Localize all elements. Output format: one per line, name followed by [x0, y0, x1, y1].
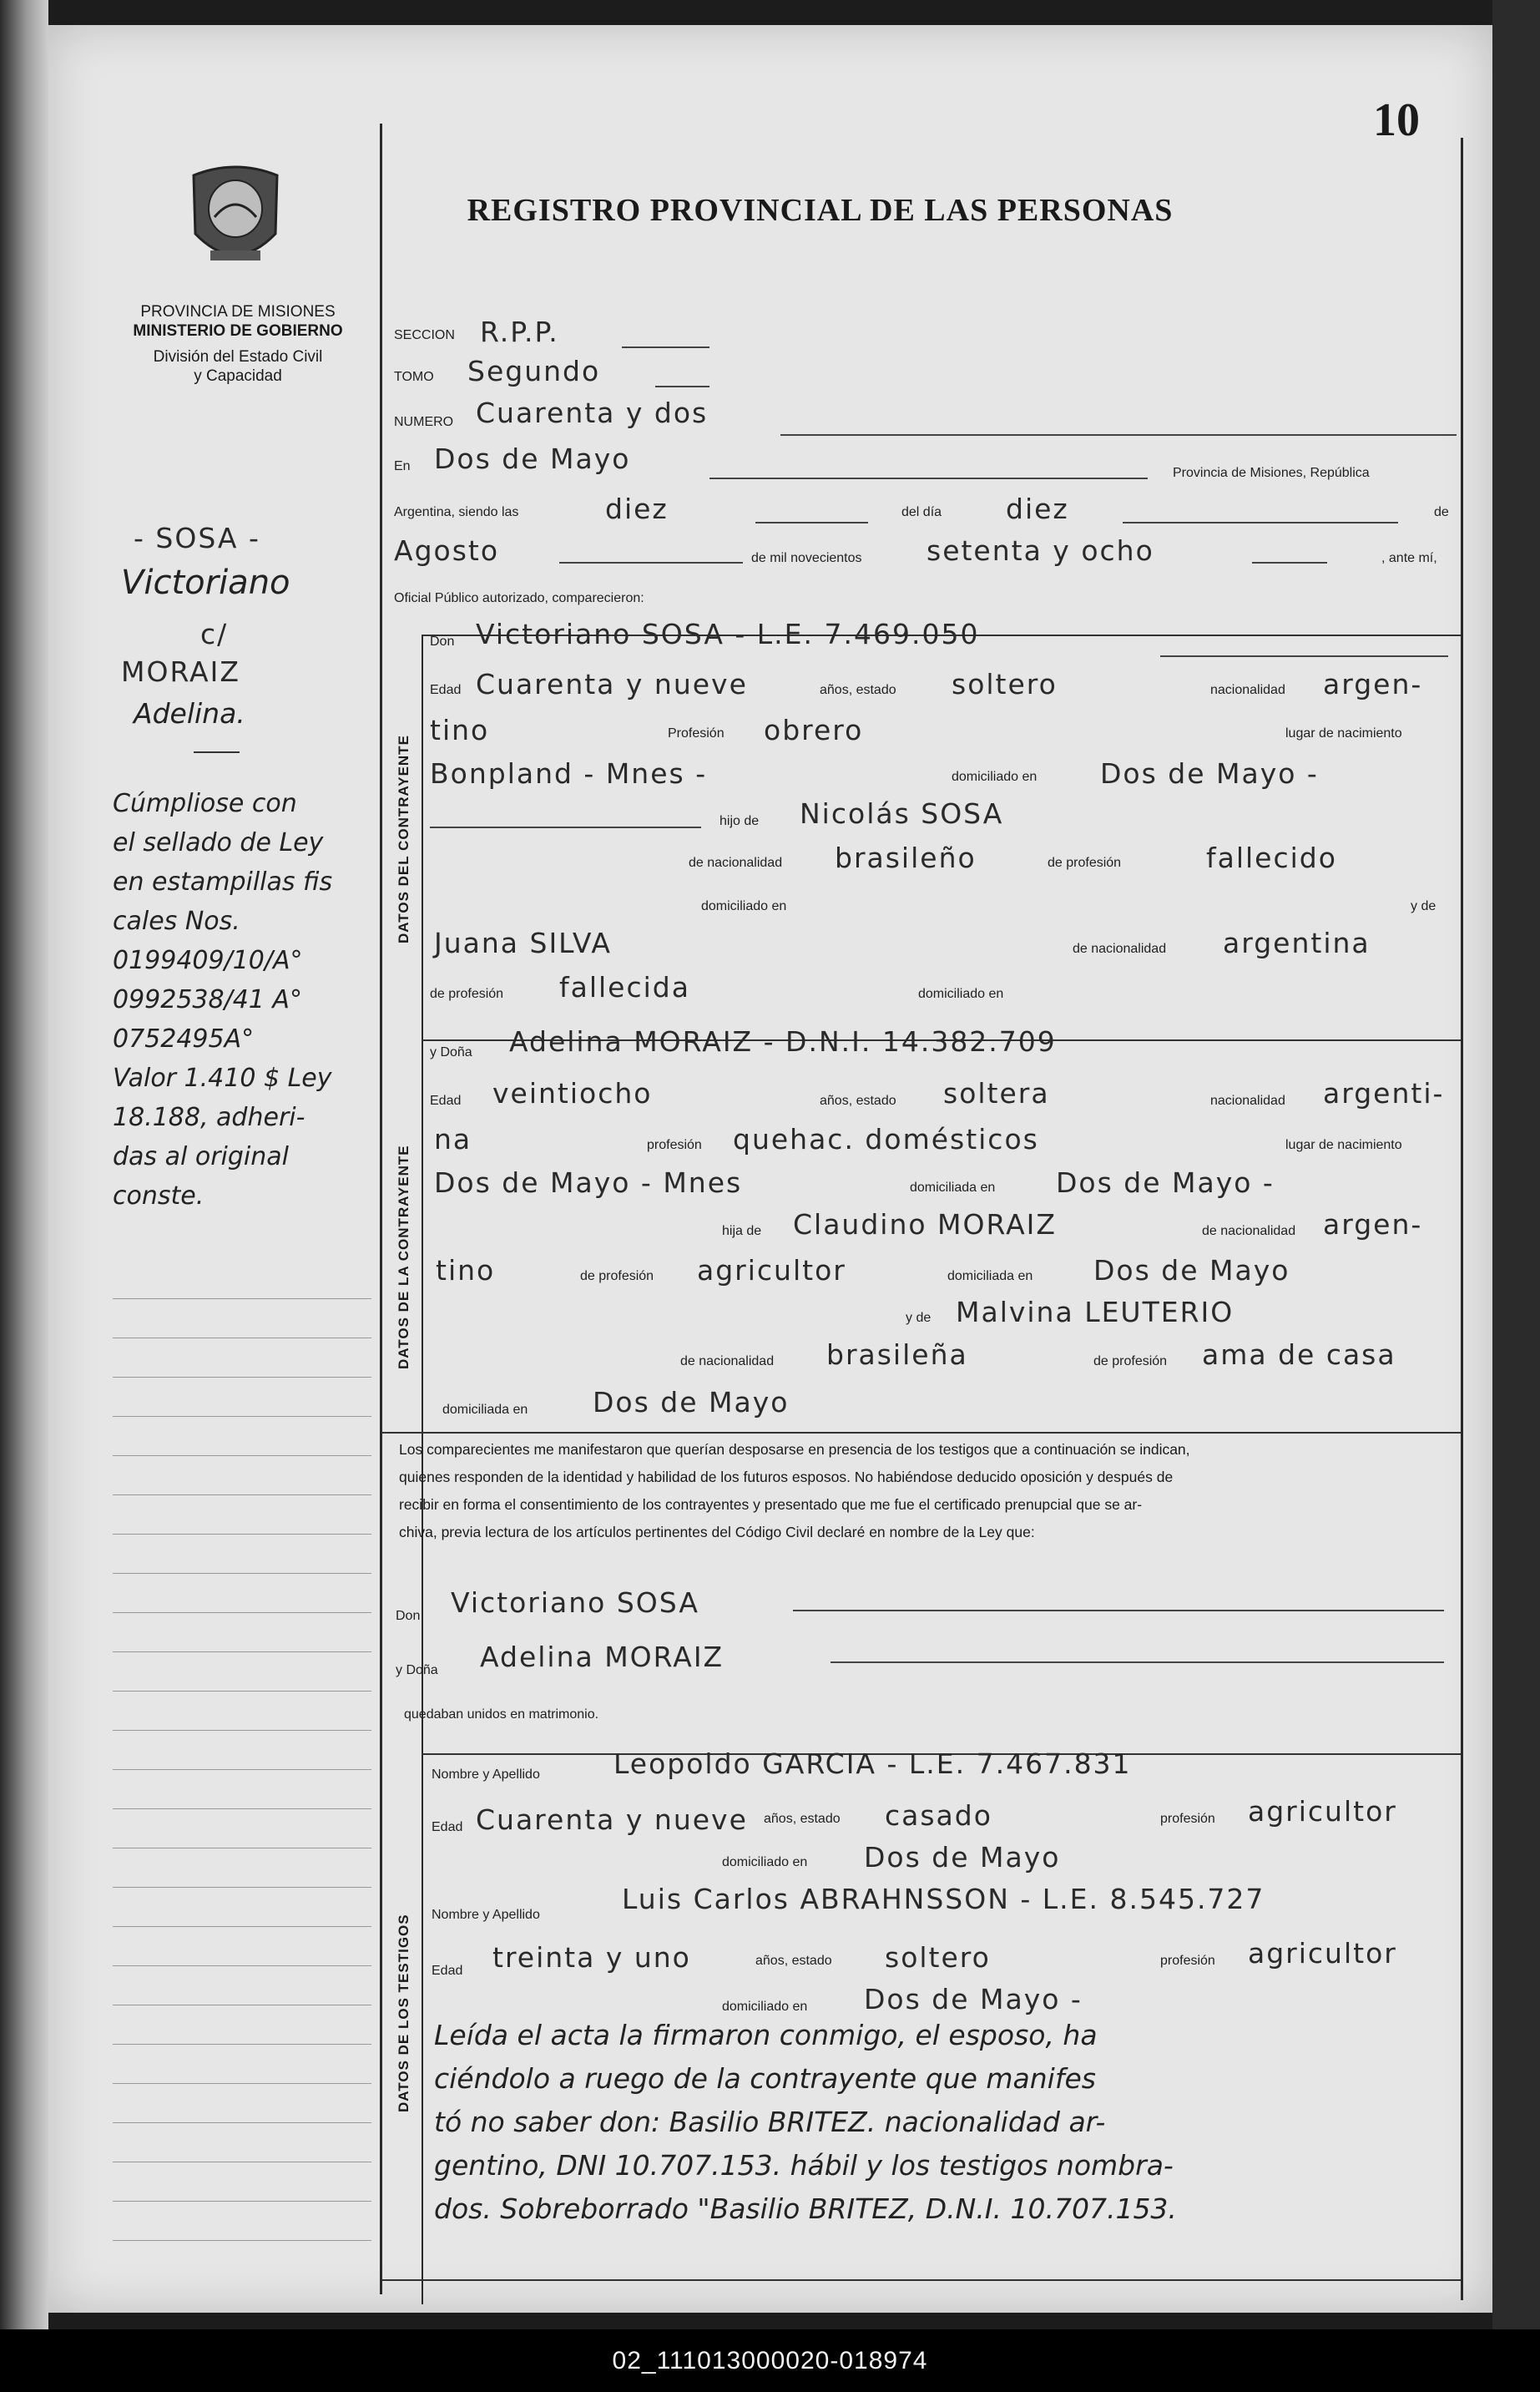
rule	[382, 1432, 1461, 1434]
label-domiciliado-3: domiciliado en	[918, 987, 1004, 1001]
label-domiciliado-2: domiciliado en	[701, 899, 787, 913]
margin-note-line: Valor 1.410 $ Ley	[113, 1064, 332, 1093]
closing-line: dos. Sobreborrado "Basilio BRITEZ, D.N.I. 10.707.153.	[434, 2192, 1177, 2225]
label-de-nacionalidad-4: de nacionalidad	[680, 1354, 775, 1368]
value-tomo: Segundo	[467, 355, 601, 387]
label-de-nacionalidad-2: de nacionalidad	[1073, 942, 1167, 956]
blank-line	[755, 522, 868, 523]
margin-note-line: 0199409/10/A°	[113, 946, 303, 975]
bride-status: soltera	[943, 1077, 1050, 1110]
blank-line	[709, 478, 1148, 479]
bride-age: veintiocho	[492, 1077, 653, 1110]
label-tomo: TOMO	[394, 370, 434, 384]
label-anios-estado-3: años, estado	[764, 1812, 841, 1826]
witness2-status: soltero	[885, 1941, 991, 1974]
label-profesion: Profesión	[668, 726, 725, 741]
witness2-age: treinta y uno	[492, 1941, 691, 1974]
label-nombre-apellido-2: Nombre y Apellido	[432, 1908, 540, 1922]
witness1-name: Leopoldo GARCIA - L.E. 7.467.831	[613, 1747, 1132, 1780]
blank-line	[655, 386, 709, 387]
margin-ruled-line	[113, 1573, 371, 1574]
margin-note-line: conste.	[113, 1181, 204, 1211]
blank-line	[1123, 522, 1398, 523]
margin-con: c/	[200, 618, 229, 650]
margin-note-line: en estampillas fis	[113, 867, 333, 897]
margin-divider	[380, 124, 382, 2294]
scan-footer	[0, 2329, 1540, 2392]
closing-line: ciéndolo a ruego de la contrayente que manifes	[434, 2062, 1096, 2095]
blank-line	[793, 1610, 1444, 1611]
margin-note-line: das al original	[113, 1142, 289, 1171]
label-profesion-3: profesión	[1160, 1812, 1215, 1826]
header-left	[100, 302, 376, 386]
bride-address: Dos de Mayo -	[1056, 1166, 1275, 1199]
closing-line: gentino, DNI 10.707.153. hábil y los testigos nombra-	[434, 2149, 1174, 2182]
margin-dash	[194, 751, 240, 753]
bride-name: Adelina MORAIZ - D.N.I. 14.382.709	[509, 1025, 1057, 1058]
rule	[382, 2279, 1461, 2281]
margin-ruled-line	[113, 1769, 371, 1770]
bride-birthplace: Dos de Mayo - Mnes	[434, 1166, 743, 1199]
label-lugar-nac: lugar de nacimiento	[1285, 726, 1402, 741]
scan-border	[1492, 0, 1540, 2392]
value-seccion: R.P.P.	[480, 316, 559, 348]
bride-mother-profession: ama de casa	[1202, 1338, 1396, 1371]
bride-mother-address: Dos de Mayo	[593, 1386, 790, 1419]
label-don-2: Don	[396, 1609, 421, 1623]
label-quedaban: quedaban unidos en matrimonio.	[404, 1707, 599, 1722]
label-de-profesion-4: de profesión	[1093, 1354, 1168, 1368]
label-nacionalidad-2: nacionalidad	[1210, 1094, 1285, 1108]
margin-ruled-line	[113, 1730, 371, 1731]
value-dia: diez	[1006, 493, 1069, 525]
closing-line: tó no saber don: Basilio BRITEZ. nacionalidad ar-	[434, 2106, 1106, 2138]
label-nacionalidad: nacionalidad	[1210, 683, 1285, 697]
value-en: Dos de Mayo	[434, 442, 631, 475]
page-number: 10	[1373, 94, 1420, 146]
margin-ruled-line	[113, 1298, 371, 1299]
margin-bride-surname: MORAIZ	[121, 655, 240, 688]
groom-address: Dos de Mayo -	[1100, 757, 1319, 790]
margin-bride: Adelina.	[134, 697, 245, 730]
groom-mother-profession: fallecida	[559, 971, 690, 1004]
label-de-profesion: de profesión	[1048, 856, 1122, 870]
groom-age: Cuarenta y nueve	[476, 668, 748, 700]
label-y-de-2: y de	[906, 1311, 932, 1325]
declaration-paragraph	[399, 1436, 1452, 1546]
side-label-groom: DATOS DEL CONTRAYENTE	[396, 735, 412, 943]
label-anios-estado-4: años, estado	[755, 1954, 832, 1968]
division-name-2: y Capacidad	[194, 367, 282, 385]
label-de-nacionalidad: de nacionalidad	[689, 856, 783, 870]
bride-nationality: argenti-	[1323, 1077, 1445, 1110]
closing-line: Leída el acta la firmaron conmigo, el esposo, ha	[434, 2019, 1098, 2051]
married-groom: Victoriano SOSA	[451, 1586, 699, 1619]
label-edad: Edad	[430, 683, 462, 697]
margin-surname: - SOSA -	[134, 522, 260, 554]
bride-father-nationality-2: tino	[436, 1254, 496, 1287]
value-mes: Agosto	[394, 534, 500, 567]
declaration-line: chiva, previa lectura de los artículos pertinentes del Código Civil declaré en nombre de la Ley que:	[399, 1524, 1035, 1540]
witness1-age: Cuarenta y nueve	[476, 1803, 748, 1836]
bride-nationality-2: na	[434, 1123, 472, 1156]
label-en: En	[394, 459, 411, 473]
blank-line	[780, 434, 1457, 436]
bride-father-address: Dos de Mayo	[1093, 1254, 1290, 1287]
margin-ruled-line	[113, 2201, 371, 2202]
label-ante-mi: , ante mí,	[1381, 551, 1437, 565]
witness2-name: Luis Carlos ABRAHNSSON - L.E. 8.545.727	[622, 1883, 1265, 1915]
bride-father: Claudino MORAIZ	[793, 1208, 1058, 1241]
page-title: REGISTRO PROVINCIAL DE LAS PERSONAS	[467, 193, 1174, 228]
witness1-status: casado	[885, 1799, 992, 1832]
label-provincia: Provincia de Misiones, República	[1173, 466, 1370, 480]
label-numero: NUMERO	[394, 415, 454, 429]
label-de-profesion-2: de profesión	[430, 987, 504, 1001]
groom-birthplace: Bonpland - Mnes -	[430, 757, 708, 790]
margin-ruled-line	[113, 1808, 371, 1809]
margin-ruled-line	[113, 2240, 371, 2241]
margin-note-line: 18.188, adheri-	[113, 1103, 305, 1132]
label-del-dia: del día	[901, 505, 942, 519]
province-name: PROVINCIA DE MISIONES	[140, 303, 336, 321]
bride-father-profession: agricultor	[697, 1254, 846, 1287]
margin-ruled-line	[113, 1926, 371, 1927]
groom-mother-nationality: argentina	[1223, 927, 1371, 959]
margin-ruled-line	[113, 1965, 371, 1966]
label-domiciliado-4: domiciliado en	[722, 1855, 808, 1869]
label-nombre-apellido: Nombre y Apellido	[432, 1767, 540, 1782]
division-name: División del Estado Civil	[153, 348, 323, 366]
label-profesion-4: profesión	[1160, 1954, 1215, 1968]
margin-ruled-line	[113, 1612, 371, 1613]
declaration-line: recibir en forma el consentimiento de los contrayentes y presentado que me fue el certificado prenupcial que se ar-	[399, 1496, 1143, 1513]
blank-line	[1160, 655, 1448, 657]
married-bride: Adelina MORAIZ	[480, 1641, 725, 1673]
margin-note-line: 0992538/41 A°	[113, 985, 302, 1014]
label-domiciliado-5: domiciliado en	[722, 2000, 808, 2014]
declaration-line: quienes responden de la identidad y habilidad de los futuros esposos. No habiéndose deducido oposición y después de	[399, 1469, 1174, 1485]
label-y-dona: y Doña	[430, 1045, 472, 1059]
label-don: Don	[430, 635, 455, 649]
margin-ruled-line	[113, 1887, 371, 1888]
witness2-profession: agricultor	[1248, 1937, 1397, 1970]
groom-father-profession: fallecido	[1206, 842, 1337, 874]
side-label-witnesses: DATOS DE LOS TESTIGOS	[396, 1914, 412, 2112]
label-anios-estado-2: años, estado	[820, 1094, 896, 1108]
label-anios-estado: años, estado	[820, 683, 896, 697]
value-anio: setenta y ocho	[927, 534, 1154, 567]
witness1-address: Dos de Mayo	[864, 1841, 1061, 1874]
groom-profession: obrero	[764, 714, 864, 746]
label-hija-de: hija de	[722, 1224, 762, 1238]
label-lugar-nac-2: lugar de nacimiento	[1285, 1138, 1402, 1152]
label-edad-4: Edad	[432, 1964, 463, 1978]
margin-note-line: el sellado de Ley	[113, 828, 324, 857]
margin-note-line: Cúmpliose con	[113, 789, 297, 818]
label-domiciliada-2: domiciliada en	[947, 1269, 1033, 1283]
groom-nationality-2: tino	[430, 714, 490, 746]
margin-ruled-line	[113, 1455, 371, 1456]
label-de-nacionalidad-3: de nacionalidad	[1202, 1224, 1296, 1238]
margin-ruled-line	[113, 1416, 371, 1417]
label-edad-2: Edad	[430, 1094, 462, 1108]
margin-ruled-line	[113, 1651, 371, 1652]
margin-note-line: cales Nos.	[113, 907, 240, 936]
label-y-de: y de	[1411, 899, 1436, 913]
groom-father: Nicolás SOSA	[800, 797, 1004, 830]
margin-ruled-line	[113, 1534, 371, 1535]
label-edad-3: Edad	[432, 1820, 463, 1834]
blank-line	[622, 346, 709, 348]
footer-code: 02_111013000020-018974	[612, 2347, 928, 2374]
blank-line	[1252, 562, 1327, 564]
margin-ruled-line	[113, 2122, 371, 2123]
groom-nationality: argen-	[1323, 668, 1423, 700]
label-oficial: Oficial Público autorizado, comparecieron:	[394, 591, 644, 605]
right-border	[1461, 138, 1463, 2300]
label-domiciliada: domiciliada en	[910, 1181, 996, 1195]
bride-profession: quehac. domésticos	[733, 1123, 1039, 1156]
groom-status: soltero	[952, 668, 1058, 700]
label-de-mil: de mil novecientos	[751, 551, 862, 565]
groom-mother: Juana SILVA	[434, 927, 612, 959]
groom-name: Victoriano SOSA - L.E. 7.469.050	[476, 618, 980, 650]
witness2-address: Dos de Mayo -	[864, 1983, 1083, 2015]
side-label-bride: DATOS DE LA CONTRAYENTE	[396, 1145, 412, 1369]
margin-groom: Victoriano	[121, 564, 290, 602]
label-y-dona-2: y Doña	[396, 1663, 438, 1677]
bride-father-nationality: argen-	[1323, 1208, 1423, 1241]
witness1-profession: agricultor	[1248, 1795, 1397, 1828]
margin-ruled-line	[113, 1494, 371, 1495]
margin-ruled-line	[113, 1691, 371, 1692]
groom-father-nationality: brasileño	[835, 842, 977, 874]
label-domiciliada-3: domiciliada en	[442, 1403, 528, 1417]
label-de: de	[1434, 505, 1449, 519]
blank-line	[430, 827, 701, 828]
label-hijo-de: hijo de	[720, 814, 760, 828]
label-argentina: Argentina, siendo las	[394, 505, 519, 519]
label-seccion: SECCION	[394, 328, 455, 342]
margin-ruled-line	[113, 2044, 371, 2045]
blank-line	[831, 1661, 1444, 1663]
declaration-line: Los comparecientes me manifestaron que querían desposarse en presencia de los testigos que a continuación se indican,	[399, 1441, 1190, 1458]
book-binding	[0, 0, 48, 2392]
margin-note-line: 0752495A°	[113, 1024, 255, 1054]
value-hora: diez	[605, 493, 669, 525]
bride-mother: Malvina LEUTERIO	[956, 1296, 1235, 1328]
value-numero: Cuarenta y dos	[476, 397, 709, 429]
blank-line	[559, 562, 743, 564]
ministry-name: MINISTERIO DE GOBIERNO	[133, 322, 343, 340]
margin-ruled-line	[113, 1377, 371, 1378]
margin-ruled-line	[113, 2083, 371, 2084]
label-domiciliado: domiciliado en	[952, 770, 1038, 784]
label-profesion-2: profesión	[647, 1138, 702, 1152]
bride-mother-nationality: brasileña	[826, 1338, 968, 1371]
label-de-profesion-3: de profesión	[580, 1269, 654, 1283]
